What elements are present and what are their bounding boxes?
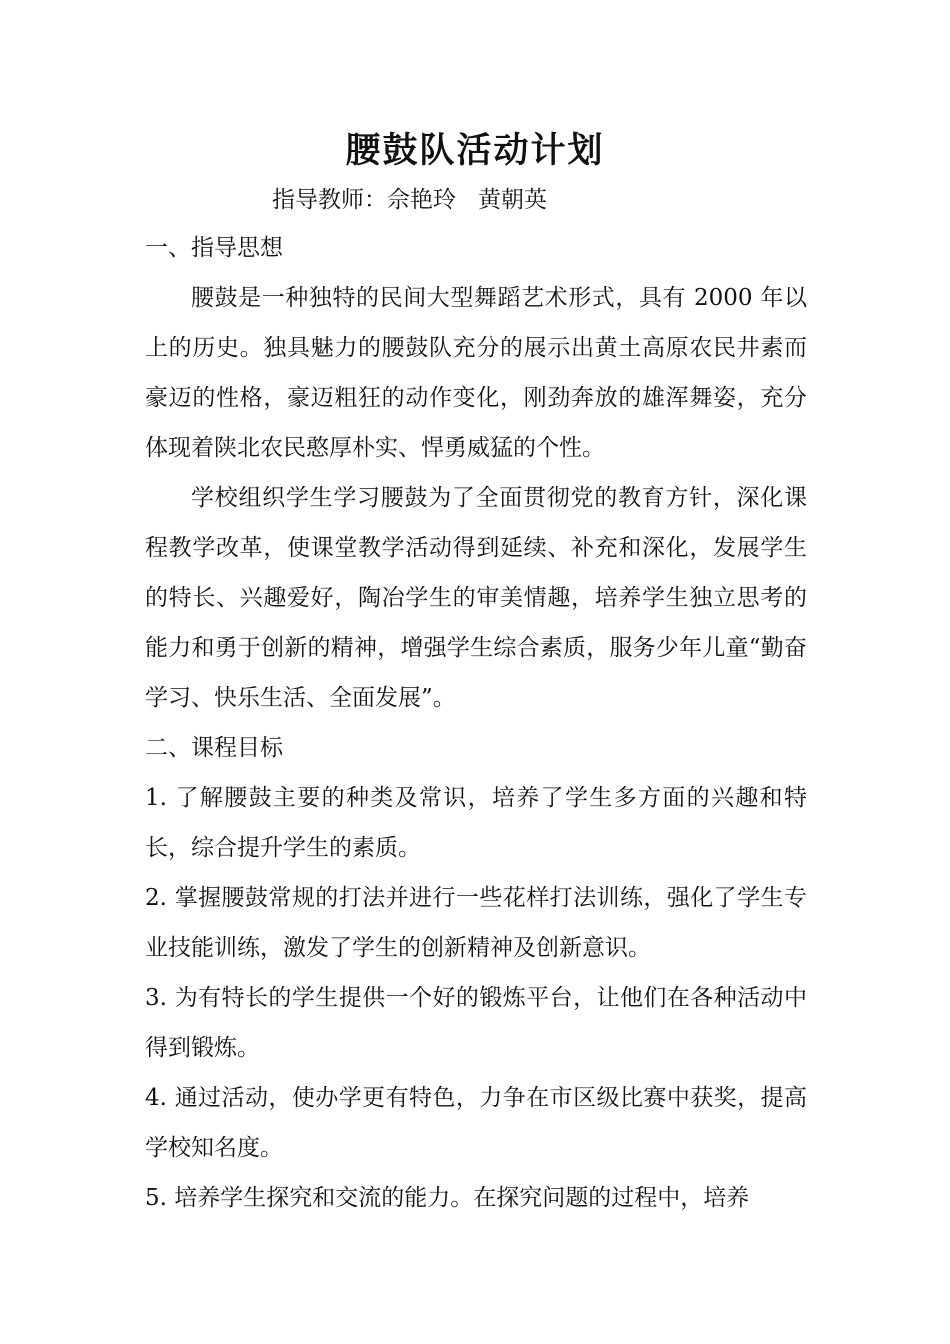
section-heading-course-goals: 二、课程目标 (145, 735, 283, 761)
document-body (145, 223, 807, 1223)
teachers-label: 指导教师： (272, 187, 387, 213)
document-title: 腰鼓队活动计划 (345, 130, 605, 171)
goal-item-2: 2. 掌握腰鼓常规的打法并进行一些花样打法训练，强化了学生专业技能训练，激发了学生的创新精神及创新意识。 (145, 885, 807, 961)
teacher-name-1: 佘艳玲 (387, 187, 456, 213)
section-heading-guiding-ideology: 一、指导思想 (145, 235, 283, 261)
goal-item-3: 3. 为有特长的学生提供一个好的锻炼平台，让他们在各种活动中得到锻炼。 (145, 985, 807, 1061)
goal-item-1: 1. 了解腰鼓主要的种类及常识，培养了学生多方面的兴趣和特长，综合提升学生的素质。 (145, 785, 807, 861)
teacher-line (272, 180, 547, 220)
goal-item-5: 5. 培养学生探究和交流的能力。在探究问题的过程中，培养 (145, 1185, 750, 1211)
paragraph-school-purpose: 学校组织学生学习腰鼓为了全面贯彻党的教育方针，深化课程教学改革，使课堂教学活动得到延续、补充和深化，发展学生的特长、兴趣爱好，陶冶学生的审美情趣，培养学生独立思考的能力和勇于创新的精神，增强学生综合素质，服务少年儿童“勤奋学习、快乐生活、全面发展”。 (145, 485, 807, 711)
goal-item-4: 4. 通过活动，使办学更有特色，力争在市区级比赛中获奖，提高学校知名度。 (145, 1085, 807, 1161)
paragraph-drum-history: 腰鼓是一种独特的民间大型舞蹈艺术形式，具有 2000 年以上的历史。独具魅力的腰鼓队充分的展示出黄土高原农民井素而豪迈的性格，豪迈粗狂的动作变化，刚劲奔放的雄浑舞姿，充分体现着陕北农民憨厚朴实、悍勇威猛的个性。 (145, 285, 807, 461)
teacher-name-2: 黄朝英 (478, 187, 547, 213)
